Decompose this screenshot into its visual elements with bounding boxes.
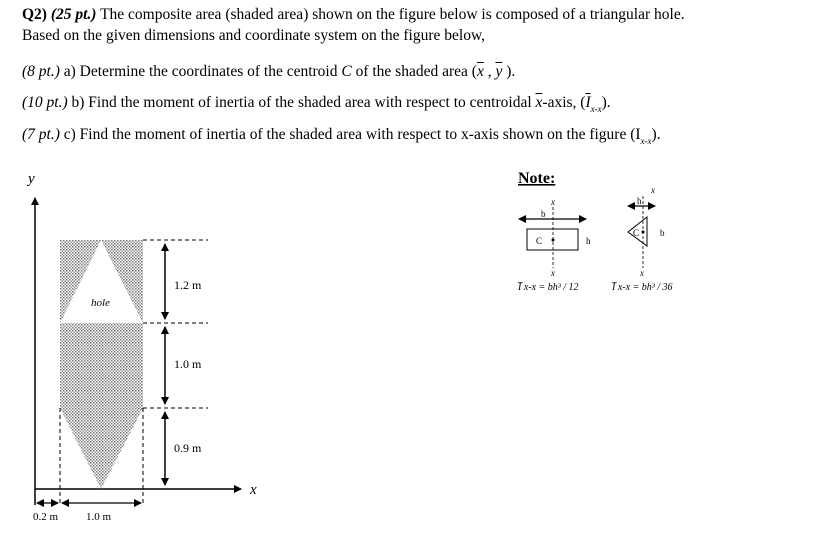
question-line-2: Based on the given dimensions and coordinate system on the figure below,	[22, 27, 486, 44]
part-a-text: a) Determine the coordinates of the centroid	[59, 63, 342, 80]
dim-1-2m: 1.2 m	[174, 278, 202, 292]
part-c-end: ).	[651, 126, 661, 143]
rect-inertia-formula: I̅ x-x = bh³ / 12	[518, 282, 579, 293]
question-intro: The composite area (shaded area) shown on the figure below is composed of a triangular hole.	[96, 6, 685, 23]
part-a-points: (8 pt.)	[22, 63, 60, 80]
part-b-I: $\overline{I}$	[585, 94, 591, 111]
svg-text:C: C	[536, 236, 543, 246]
note-triangle-diagram	[628, 185, 665, 278]
svg-text:C: C	[633, 228, 640, 238]
svg-text:h: h	[637, 196, 642, 206]
part-a-xbar: $\overline{x}$	[476, 63, 484, 80]
part-c-I: I	[635, 126, 641, 143]
part-b-axis: $\overline{x}$	[535, 94, 543, 111]
svg-text:x: x	[551, 197, 555, 207]
part-b-tail: -axis, (	[542, 94, 586, 111]
part-c-points: (7 pt.)	[22, 126, 60, 143]
note-title: Note:	[518, 170, 556, 187]
part-b-end: ).	[601, 94, 611, 111]
svg-text:b: b	[541, 209, 546, 219]
part-b-text: b) Find the moment of inertia of the shaded area with respect to centroidal	[67, 94, 536, 111]
svg-text:h: h	[586, 236, 591, 246]
dim-1-0m: 1.0 m	[174, 357, 202, 371]
part-a-ybar: $\overline{y}$	[495, 63, 503, 80]
hole-label: hole	[91, 297, 110, 309]
part-c-sub: x-x	[640, 136, 652, 146]
svg-text:b: b	[660, 228, 665, 238]
part-a: (8 pt.) a) Determine the coordinates of the centroid C of the shaded area ($\overline{x}$ , $\overline{y}$ ).	[22, 63, 516, 80]
svg-text:x: x	[551, 268, 555, 278]
dim-1-0m-bottom: 1.0 m	[86, 511, 112, 523]
question-number: Q2)	[22, 6, 47, 23]
part-c-text: c) Find the moment of inertia of the shaded area with respect to x-axis shown on the figure (	[59, 126, 636, 143]
question-points: (25 pt.)	[50, 6, 97, 23]
part-b-points: (10 pt.)	[22, 94, 68, 111]
part-b-sub: x-x	[590, 104, 602, 114]
svg-text:x: x	[640, 268, 644, 278]
dim-0-9m: 0.9 m	[174, 441, 202, 455]
part-a-end: ).	[506, 63, 516, 80]
dim-0-2m: 0.2 m	[33, 511, 59, 523]
svg-text:x: x	[651, 185, 655, 195]
x-axis-label: x	[250, 482, 257, 498]
part-a-centroid: C	[341, 63, 352, 80]
tri-inertia-formula: I̅ x-x = bh³ / 36	[612, 282, 673, 293]
note-rectangle-diagram	[519, 197, 591, 278]
part-a-tail: of the shaded area (	[351, 63, 477, 80]
y-axis-label: y	[28, 171, 35, 187]
